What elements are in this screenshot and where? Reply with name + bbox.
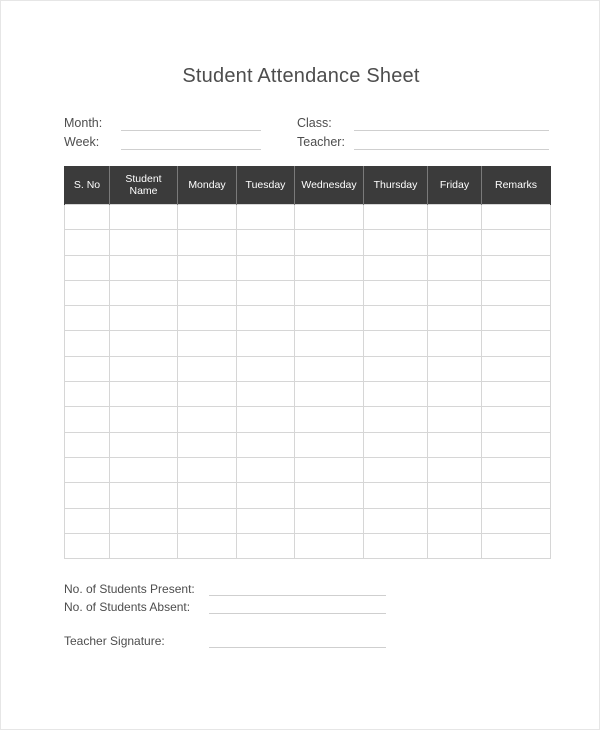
students-present-field[interactable]	[209, 595, 386, 596]
table-row	[65, 306, 551, 331]
table-cell[interactable]	[110, 533, 178, 558]
table-cell[interactable]	[110, 280, 178, 305]
table-cell[interactable]	[428, 508, 482, 533]
table-cell[interactable]	[482, 483, 551, 508]
table-cell[interactable]	[237, 432, 295, 457]
table-cell[interactable]	[364, 533, 428, 558]
table-cell[interactable]	[482, 205, 551, 230]
month-label: Month:	[64, 116, 103, 130]
teacher-signature-field[interactable]	[209, 647, 386, 648]
table-cell[interactable]	[237, 356, 295, 381]
table-cell[interactable]	[482, 306, 551, 331]
table-cell[interactable]	[295, 356, 364, 381]
table-cell[interactable]	[295, 533, 364, 558]
table-cell[interactable]	[65, 230, 110, 255]
table-cell[interactable]	[428, 382, 482, 407]
table-cell[interactable]	[295, 280, 364, 305]
class-field[interactable]	[354, 130, 549, 131]
header-tuesday: Tuesday	[237, 166, 295, 205]
table-cell[interactable]	[110, 407, 178, 432]
table-cell[interactable]	[65, 280, 110, 305]
table-cell[interactable]	[482, 230, 551, 255]
teacher-field[interactable]	[354, 149, 549, 150]
table-cell[interactable]	[364, 280, 428, 305]
table-cell[interactable]	[237, 533, 295, 558]
table-row	[65, 205, 551, 230]
table-cell[interactable]	[364, 331, 428, 356]
table-row	[65, 230, 551, 255]
table-cell[interactable]	[428, 255, 482, 280]
header-s-no: S. No	[65, 166, 110, 205]
table-cell[interactable]	[295, 205, 364, 230]
table-cell[interactable]	[428, 356, 482, 381]
table-cell[interactable]	[364, 205, 428, 230]
table-cell[interactable]	[428, 533, 482, 558]
table-cell[interactable]	[237, 255, 295, 280]
table-cell[interactable]	[237, 230, 295, 255]
table-cell[interactable]	[428, 331, 482, 356]
table-row	[65, 508, 551, 533]
header-thursday: Thursday	[364, 166, 428, 205]
table-cell[interactable]	[65, 533, 110, 558]
table-cell[interactable]	[178, 382, 237, 407]
table-cell[interactable]	[428, 230, 482, 255]
table-cell[interactable]	[364, 255, 428, 280]
table-cell[interactable]	[237, 280, 295, 305]
table-cell[interactable]	[428, 280, 482, 305]
table-cell[interactable]	[65, 407, 110, 432]
table-cell[interactable]	[428, 306, 482, 331]
table-cell[interactable]	[65, 255, 110, 280]
table-cell[interactable]	[110, 331, 178, 356]
table-cell[interactable]	[237, 508, 295, 533]
table-row	[65, 280, 551, 305]
table-cell[interactable]	[237, 205, 295, 230]
table-cell[interactable]	[178, 205, 237, 230]
table-cell[interactable]	[295, 457, 364, 482]
table-cell[interactable]	[364, 306, 428, 331]
table-cell[interactable]	[178, 255, 237, 280]
table-cell[interactable]	[482, 432, 551, 457]
table-cell[interactable]	[364, 432, 428, 457]
table-cell[interactable]	[110, 432, 178, 457]
table-cell[interactable]	[364, 457, 428, 482]
table-cell[interactable]	[295, 331, 364, 356]
table-cell[interactable]	[110, 508, 178, 533]
table-cell[interactable]	[178, 356, 237, 381]
table-cell[interactable]	[482, 331, 551, 356]
header-wednesday: Wednesday	[295, 166, 364, 205]
table-cell[interactable]	[110, 483, 178, 508]
table-cell[interactable]	[295, 230, 364, 255]
table-cell[interactable]	[295, 432, 364, 457]
table-cell[interactable]	[482, 356, 551, 381]
table-cell[interactable]	[110, 255, 178, 280]
table-cell[interactable]	[482, 508, 551, 533]
table-cell[interactable]	[65, 331, 110, 356]
table-cell[interactable]	[110, 205, 178, 230]
teacher-signature-label: Teacher Signature:	[64, 634, 165, 648]
header-friday: Friday	[428, 166, 482, 205]
table-cell[interactable]	[65, 382, 110, 407]
table-cell[interactable]	[482, 407, 551, 432]
table-cell[interactable]	[65, 432, 110, 457]
table-body	[65, 205, 551, 559]
table-cell[interactable]	[178, 280, 237, 305]
students-absent-field[interactable]	[209, 613, 386, 614]
table-cell[interactable]	[482, 280, 551, 305]
table-cell[interactable]	[482, 533, 551, 558]
header-monday: Monday	[178, 166, 237, 205]
table-cell[interactable]	[364, 407, 428, 432]
table-cell[interactable]	[110, 382, 178, 407]
students-present-label: No. of Students Present:	[64, 582, 195, 596]
table-row	[65, 331, 551, 356]
table-row	[65, 533, 551, 558]
table-cell[interactable]	[295, 382, 364, 407]
table-row	[65, 457, 551, 482]
table-cell[interactable]	[237, 457, 295, 482]
table-cell[interactable]	[178, 457, 237, 482]
class-label: Class:	[297, 116, 332, 130]
table-cell[interactable]	[428, 205, 482, 230]
table-cell[interactable]	[428, 407, 482, 432]
table-cell[interactable]	[65, 508, 110, 533]
table-cell[interactable]	[110, 230, 178, 255]
table-cell[interactable]	[428, 457, 482, 482]
table-cell[interactable]	[364, 382, 428, 407]
table-header-row	[65, 166, 551, 205]
table-cell[interactable]	[178, 407, 237, 432]
table-cell[interactable]	[482, 255, 551, 280]
table-cell[interactable]	[65, 483, 110, 508]
table-cell[interactable]	[237, 407, 295, 432]
table-cell[interactable]	[295, 508, 364, 533]
table-cell[interactable]	[178, 230, 237, 255]
table-cell[interactable]	[65, 205, 110, 230]
table-cell[interactable]	[178, 432, 237, 457]
table-cell[interactable]	[295, 255, 364, 280]
month-field[interactable]	[121, 130, 261, 131]
table-cell[interactable]	[364, 230, 428, 255]
table-cell[interactable]	[178, 331, 237, 356]
week-field[interactable]	[121, 149, 261, 150]
table-cell[interactable]	[110, 306, 178, 331]
table-cell[interactable]	[482, 382, 551, 407]
table-cell[interactable]	[237, 382, 295, 407]
table-cell[interactable]	[110, 457, 178, 482]
week-label: Week:	[64, 135, 100, 149]
table-cell[interactable]	[482, 457, 551, 482]
table-cell[interactable]	[65, 457, 110, 482]
table-cell[interactable]	[364, 356, 428, 381]
table-cell[interactable]	[178, 508, 237, 533]
table-cell[interactable]	[295, 306, 364, 331]
table-row	[65, 382, 551, 407]
table-cell[interactable]	[364, 508, 428, 533]
table-cell[interactable]	[295, 407, 364, 432]
table-cell[interactable]	[295, 483, 364, 508]
table-row	[65, 356, 551, 381]
table-cell[interactable]	[178, 306, 237, 331]
table-row	[65, 255, 551, 280]
table-cell[interactable]	[178, 483, 237, 508]
page-title: Student Attendance Sheet	[182, 65, 420, 87]
table-cell[interactable]	[237, 306, 295, 331]
table-cell[interactable]	[65, 356, 110, 381]
attendance-table	[64, 166, 551, 559]
students-absent-label: No. of Students Absent:	[64, 600, 191, 614]
table-cell[interactable]	[110, 356, 178, 381]
table-cell[interactable]	[364, 483, 428, 508]
header-student-name: Student Name	[110, 166, 178, 205]
table-row	[65, 483, 551, 508]
table-row	[65, 432, 551, 457]
table-cell[interactable]	[428, 483, 482, 508]
header-remarks: Remarks	[482, 166, 551, 205]
table-cell[interactable]	[237, 331, 295, 356]
table-cell[interactable]	[237, 483, 295, 508]
table-cell[interactable]	[178, 533, 237, 558]
teacher-label: Teacher:	[297, 135, 345, 149]
table-cell[interactable]	[428, 432, 482, 457]
table-row	[65, 407, 551, 432]
table-cell[interactable]	[65, 306, 110, 331]
